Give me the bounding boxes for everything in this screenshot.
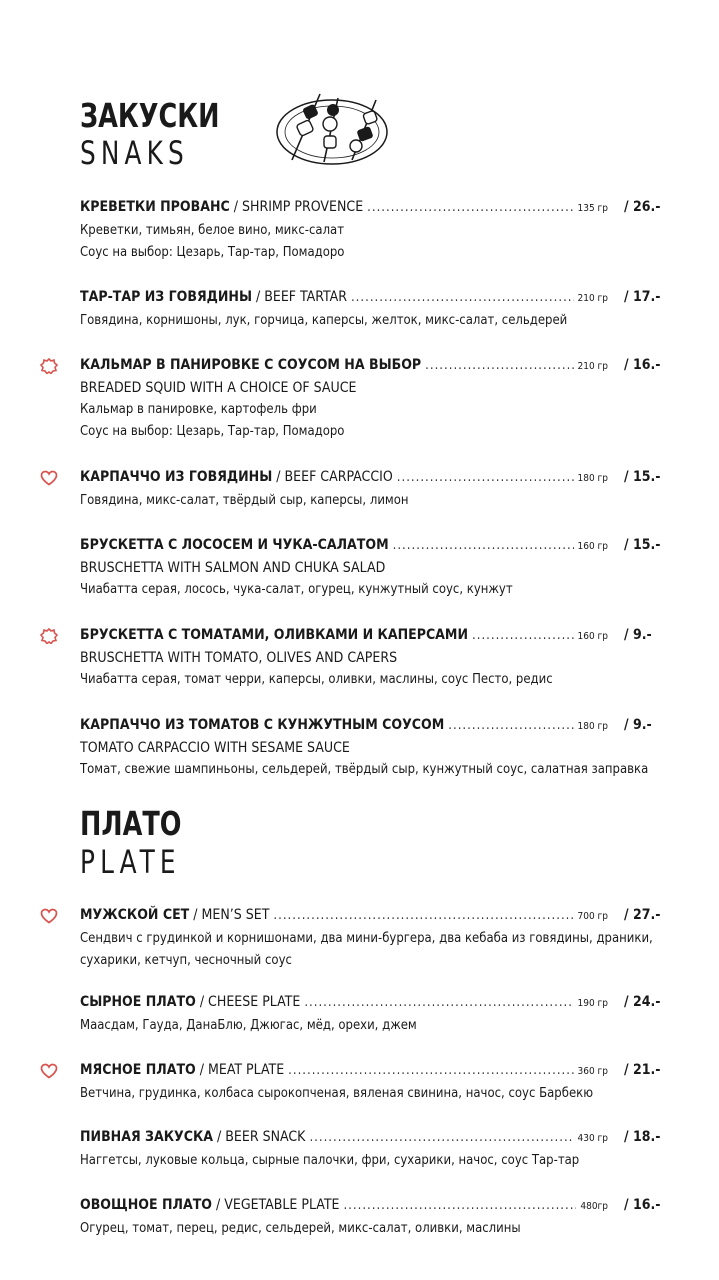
menu-item <box>80 717 668 781</box>
item-weight: 210 гр <box>577 361 608 372</box>
item-weight: 180 гр <box>577 721 608 732</box>
section-title-snaks-en: SNAKS <box>80 134 189 172</box>
item-name-en: / CHEESE PLATE <box>199 994 301 1010</box>
item-description: Соус на выбор: Цезарь, Тар-тар, Помадоро <box>80 245 345 260</box>
spicy-badge-icon <box>40 628 58 644</box>
item-name-en: / BEER SNACK <box>217 1129 306 1145</box>
item-name-en: / MEN’S SET <box>193 907 270 923</box>
item-description: Чиабатта серая, лосось, чука-салат, огурец, кунжутный соус, кунжут <box>80 582 513 597</box>
item-name-ru: БРУСКЕТТА С ЛОСОСЕМ И ЧУКА-САЛАТОМ <box>80 537 389 553</box>
item-price: / 26.- <box>624 199 661 215</box>
item-name-en: BRUSCHETTA WITH SALMON AND CHUKA SALAD <box>80 560 386 576</box>
item-name-en: / BEEF CARPACCIO <box>276 469 393 485</box>
item-weight: 160 гр <box>577 541 608 552</box>
item-name-ru: ПИВНАЯ ЗАКУСКА <box>80 1129 214 1145</box>
leader-dots <box>425 358 573 373</box>
heart-icon <box>40 1063 58 1079</box>
item-price: / 24.- <box>624 994 661 1010</box>
leader-dots <box>367 200 573 215</box>
item-name-ru: ТАР-ТАР ИЗ ГОВЯДИНЫ <box>80 289 252 305</box>
menu-item <box>80 1129 668 1172</box>
leader-dots <box>472 628 574 643</box>
heart-icon <box>40 470 58 486</box>
item-name-ru: СЫРНОЕ ПЛАТО <box>80 994 196 1010</box>
leader-dots <box>393 538 574 553</box>
item-name-en: / BEEF TARTAR <box>256 289 347 305</box>
item-name-ru: КРЕВЕТКИ ПРОВАНС <box>80 199 230 215</box>
item-weight: 360 гр <box>577 1066 608 1077</box>
menu-item <box>80 199 668 264</box>
item-price: / 9.- <box>624 717 652 733</box>
item-weight: 480гр <box>580 1201 608 1212</box>
leader-dots <box>397 470 574 485</box>
leader-dots <box>309 1130 573 1145</box>
item-weight: 430 гр <box>577 1133 608 1144</box>
item-description: Наггетсы, луковые кольца, сырные палочки, фри, сухарики, начос, соус Тар-тар <box>80 1153 580 1168</box>
item-name-ru: ОВОЩНОЕ ПЛАТО <box>80 1197 212 1213</box>
item-name-en: / SHRIMP PROVENCE <box>233 199 364 215</box>
item-description: Ветчина, грудинка, колбаса сырокопченая, вяленая свинина, начос, соус Барбекю <box>80 1086 594 1101</box>
item-description: Огурец, томат, перец, редис, сельдерей, микс-салат, оливки, маслины <box>80 1221 521 1236</box>
menu-item <box>80 1197 668 1240</box>
leader-dots <box>288 1063 573 1078</box>
item-description: Кальмар в панировке, картофель фри <box>80 402 317 417</box>
item-price: / 9.- <box>624 627 652 643</box>
menu-item <box>80 469 668 512</box>
section-title-plate-ru: ПЛАТО <box>80 804 182 843</box>
item-price: / 16.- <box>624 357 661 373</box>
menu-item <box>80 627 668 691</box>
item-price: / 16.- <box>624 1197 661 1213</box>
item-description: сухарики, кетчуп, чесночный соус <box>80 953 292 968</box>
item-name-ru: КАЛЬМАР В ПАНИРОВКЕ С СОУСОМ НА ВЫБОР <box>80 357 422 373</box>
item-name-ru: КАРПАЧЧО ИЗ ТОМАТОВ С КУНЖУТНЫМ СОУСОМ <box>80 717 445 733</box>
item-name-ru: БРУСКЕТТА С ТОМАТАМИ, ОЛИВКАМИ И КАПЕРСАМИ <box>80 627 469 643</box>
item-description: Маасдам, Гауда, ДанаБлю, Джюгас, мёд, орехи, джем <box>80 1018 417 1033</box>
item-description: Соус на выбор: Цезарь, Тар-тар, Помадоро <box>80 424 345 439</box>
item-weight: 160 гр <box>577 631 608 642</box>
item-description: Креветки, тимьян, белое вино, микс-салат <box>80 223 345 238</box>
menu-item <box>80 537 668 601</box>
item-name-en: TOMATO CARPACCIO WITH SESAME SAUCE <box>80 740 350 756</box>
menu-item <box>80 907 668 972</box>
item-name-ru: КАРПАЧЧО ИЗ ГОВЯДИНЫ <box>80 469 273 485</box>
section-title-snaks-ru: ЗАКУСКИ <box>80 96 220 135</box>
item-price: / 15.- <box>624 469 661 485</box>
item-price: / 15.- <box>624 537 661 553</box>
section-title-plate-en: PLATE <box>80 843 181 881</box>
item-name-en: BREADED SQUID WITH A CHOICE OF SAUCE <box>80 380 357 396</box>
menu-item <box>80 357 668 443</box>
item-weight: 135 гр <box>577 203 608 214</box>
heart-icon <box>40 908 58 924</box>
item-description: Говядина, микс-салат, твёрдый сыр, каперсы, лимон <box>80 493 409 508</box>
menu-item <box>80 289 668 332</box>
item-name-ru: МЯСНОЕ ПЛАТО <box>80 1062 196 1078</box>
item-weight: 190 гр <box>577 998 608 1009</box>
menu-item <box>80 994 668 1037</box>
leader-dots <box>343 1198 576 1213</box>
item-description: Сендвич с грудинкой и корнишонами, два мини-бургера, два кебаба из говядины, драники, <box>80 931 653 946</box>
item-weight: 180 гр <box>577 473 608 484</box>
menu-item <box>80 1062 668 1105</box>
skewers-illustration-icon <box>272 90 392 168</box>
item-name-en: BRUSCHETTA WITH TOMATO, OLIVES AND CAPERS <box>80 650 398 666</box>
item-price: / 27.- <box>624 907 661 923</box>
item-name-en: / MEAT PLATE <box>199 1062 285 1078</box>
leader-dots <box>351 290 574 305</box>
item-weight: 700 гр <box>577 911 608 922</box>
item-name-en: / VEGETABLE PLATE <box>216 1197 340 1213</box>
item-description: Чиабатта серая, томат черри, каперсы, оливки, маслины, соус Песто, редис <box>80 672 553 687</box>
item-description: Томат, свежие шампиньоны, сельдерей, твёрдый сыр, кунжутный соус, салатная заправка <box>80 762 649 777</box>
leader-dots <box>273 908 573 923</box>
item-name-ru: МУЖСКОЙ СЕТ <box>80 907 190 923</box>
item-description: Говядина, корнишоны, лук, горчица, каперсы, желток, микс-салат, сельдерей <box>80 313 568 328</box>
spicy-badge-icon <box>40 358 58 374</box>
leader-dots <box>304 995 573 1010</box>
leader-dots <box>448 718 573 733</box>
item-weight: 210 гр <box>577 293 608 304</box>
item-price: / 17.- <box>624 289 661 305</box>
item-price: / 18.- <box>624 1129 661 1145</box>
item-price: / 21.- <box>624 1062 661 1078</box>
